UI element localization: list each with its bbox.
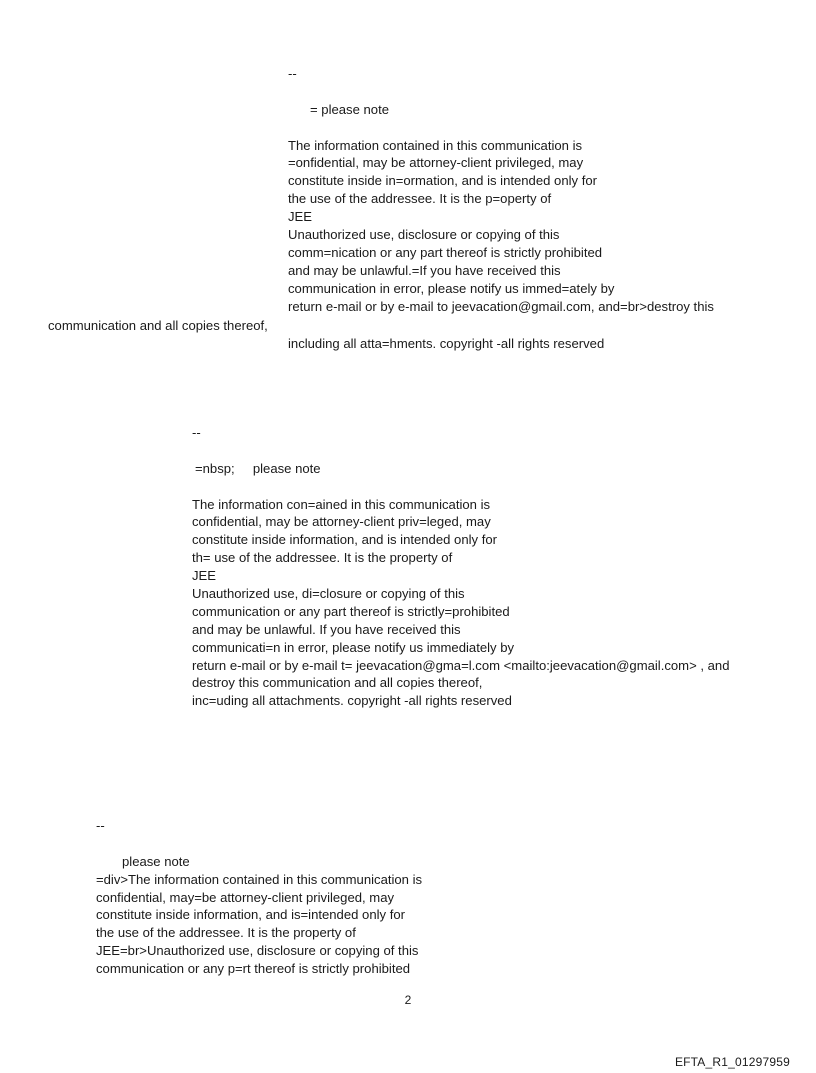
body-line: return e-mail or by e-mail t= jeevacation@gma=l.com <mailto:jeevacation@gmail.com> , and — [192, 657, 730, 673]
body-line: communication or any p=rt thereof is strictly prohibited — [96, 961, 411, 977]
note-label: please note — [122, 853, 190, 869]
body-line: and may be unlawful. If you have received this — [192, 621, 461, 637]
page-number: 2 — [404, 993, 412, 1007]
body-line: =onfidential, may be attorney-client privileged, may — [288, 155, 584, 171]
body-line: Unauthorized use, di=closure or copying of this — [192, 586, 465, 602]
body-line: return e-mail or by e-mail to jeevacation@gmail.com, and=br>destroy this — [288, 298, 714, 314]
note-label: =nbsp; please note — [195, 460, 321, 476]
note-label: = please note — [310, 101, 389, 117]
body-line: The information con=ained in this communication is — [192, 496, 491, 512]
body-line: JEE — [192, 568, 217, 584]
body-line: confidential, may be attorney-client priv=leged, may — [192, 514, 491, 530]
disclaimer-block-1 — [288, 65, 714, 315]
body-line: constitute inside information, and is intended only for — [192, 532, 497, 548]
bates-number: EFTA_R1_01297959 — [674, 1055, 790, 1069]
body-line: the use of the addressee. It is the p=operty of — [288, 191, 552, 207]
overflow-line: communication and all copies thereof, — [48, 317, 268, 333]
body-line: JEE=br>Unauthorized use, disclosure or copying of this — [96, 943, 419, 959]
body-line: constitute inside information, and is=intended only for — [96, 907, 405, 923]
body-line: and may be unlawful.=If you have received this — [288, 262, 561, 278]
disclaimer-block-2 — [192, 424, 729, 710]
body-line: Unauthorized use, disclosure or copying of this — [288, 227, 560, 243]
body-line: JEE — [288, 209, 313, 225]
body-line: The information contained in this communication is — [288, 137, 583, 153]
disclaimer-block-3 — [96, 817, 422, 978]
body-line: communication or any part thereof is strictly=prohibited — [192, 603, 510, 619]
body-line: constitute inside in=ormation, and is intended only for — [288, 173, 597, 189]
body-line: inc=uding all attachments. copyright -all rights reserved — [192, 693, 512, 709]
body-line: communication in error, please notify us immed=ately by — [288, 280, 615, 296]
body-line: th= use of the addressee. It is the property of — [192, 550, 453, 566]
separator-dashes: -- — [192, 425, 201, 440]
body-line: communicati=n in error, please notify us immediately by — [192, 639, 515, 655]
body-line: confidential, may=be attorney-client privileged, may — [96, 889, 395, 905]
separator-dashes: -- — [96, 818, 105, 833]
body-line: comm=nication or any part thereof is strictly prohibited — [288, 244, 603, 260]
body-line: including all atta=hments. copyright -all rights reserved — [288, 335, 605, 351]
body-line: destroy this communication and all copies thereof, — [192, 675, 483, 691]
body-line: =div>The information contained in this communication is — [96, 871, 423, 887]
body-line: the use of the addressee. It is the property of — [96, 925, 356, 941]
separator-dashes: -- — [288, 66, 297, 81]
